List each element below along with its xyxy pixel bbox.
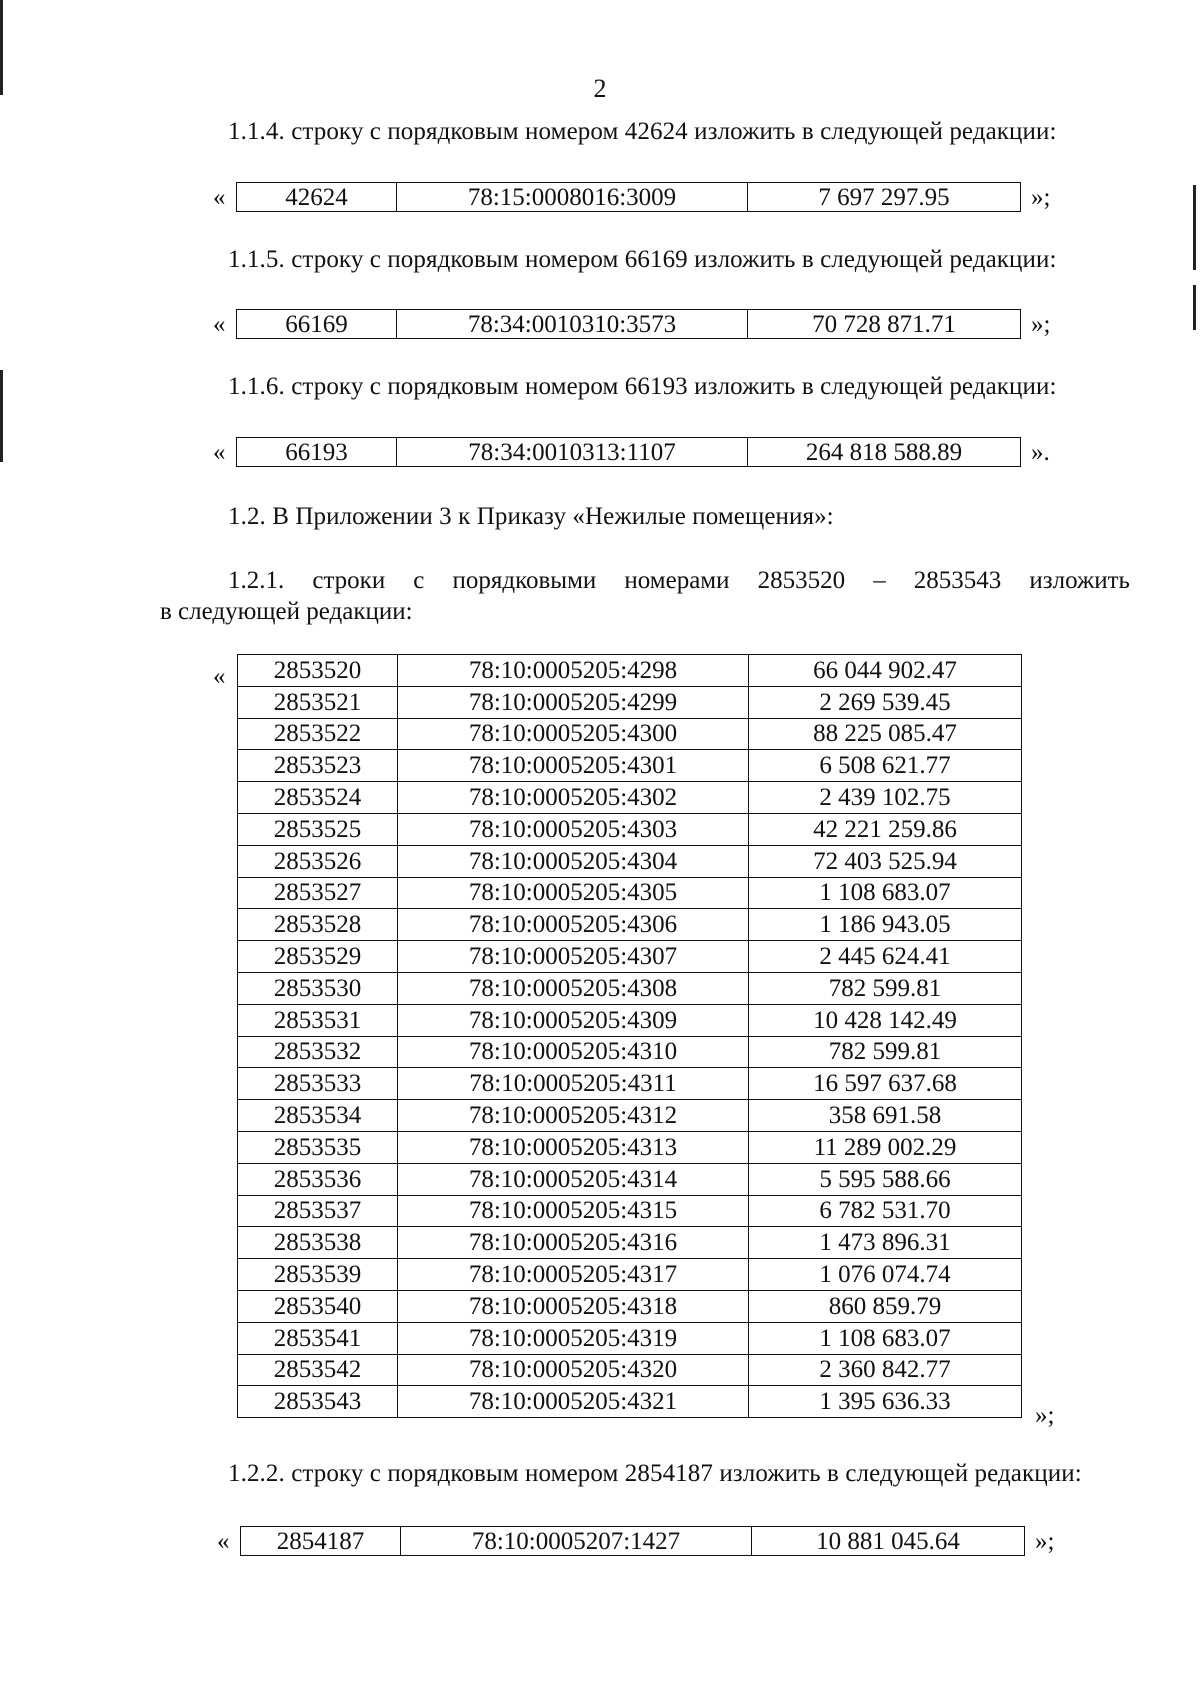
cadastral-number-cell: 78:10:0005205:4320 [398,1354,749,1386]
table-row [238,1290,1022,1322]
cadastral-number-cell: 78:34:0010310:3573 [397,310,748,339]
row-number-cell: 2853537 [238,1195,398,1227]
cadastral-number-cell: 78:10:0005205:4309 [398,1004,749,1036]
cadastral-number-cell: 78:10:0005205:4305 [398,877,749,909]
table-row [238,686,1022,718]
cadastral-number-cell: 78:10:0005205:4313 [398,1131,749,1163]
word: с [413,567,425,594]
close-quote: »; [1035,1402,1055,1429]
open-quote: « [213,184,226,211]
cadastral-number-cell: 78:10:0005205:4300 [398,718,749,750]
row-number-cell: 2853522 [238,718,398,750]
table-row [238,1386,1022,1418]
table-row [238,1131,1022,1163]
row-number-cell: 66193 [237,438,397,467]
row-number-cell: 2853521 [238,686,398,718]
row-table-2854187 [240,1526,1025,1556]
row-number-cell: 2853539 [238,1259,398,1291]
close-quote: »; [1031,184,1051,211]
paragraph-1-1-4: 1.1.4. строку с порядковым номером 42624 изложить в следующей редакции: [228,118,1057,145]
open-quote: « [213,439,226,466]
cadastral-number-cell: 78:10:0005205:4314 [398,1163,749,1195]
cadastral-values-table [237,654,1022,1418]
table-row [238,1068,1022,1100]
table-row [238,1004,1022,1036]
cadastral-value-cell: 6 782 531.70 [749,1195,1022,1227]
row-number-cell: 2853536 [238,1163,398,1195]
word: 2853543 [913,567,1002,594]
cadastral-number-cell: 78:10:0005205:4306 [398,909,749,941]
row-table-66169 [236,309,1021,339]
cadastral-value-cell: 16 597 637.68 [749,1068,1022,1100]
cadastral-number-cell: 78:10:0005205:4319 [398,1322,749,1354]
scan-edge-mark [1193,285,1196,330]
table-row [238,845,1022,877]
row-number-cell: 2853529 [238,941,398,973]
cadastral-value-cell: 10 881 045.64 [752,1527,1025,1556]
row-number-cell: 66169 [237,310,397,339]
table-row [237,310,1021,339]
table-row [238,1259,1022,1291]
word: 2853520 [757,567,846,594]
cadastral-value-cell: 72 403 525.94 [749,845,1022,877]
paragraph-1-2-2: 1.2.2. строку с порядковым номером 2854187 изложить в следующей редакции: [228,1460,1082,1487]
cadastral-value-cell: 782 599.81 [749,1036,1022,1068]
cadastral-number-cell: 78:10:0005207:1427 [401,1527,752,1556]
row-number-cell: 2853533 [238,1068,398,1100]
row-number-cell: 2853534 [238,1100,398,1132]
cadastral-number-cell: 78:10:0005205:4304 [398,845,749,877]
cadastral-number-cell: 78:10:0005205:4321 [398,1386,749,1418]
page-number: 2 [593,74,607,103]
cadastral-number-cell: 78:10:0005205:4308 [398,972,749,1004]
row-number-cell: 2853532 [238,1036,398,1068]
cadastral-value-cell: 782 599.81 [749,972,1022,1004]
row-number-cell: 2853543 [238,1386,398,1418]
cadastral-value-cell: 5 595 588.66 [749,1163,1022,1195]
cadastral-value-cell: 860 859.79 [749,1290,1022,1322]
table-row [238,1227,1022,1259]
table-row [238,813,1022,845]
cadastral-value-cell: 1 108 683.07 [749,1322,1022,1354]
row-number-cell: 2853527 [238,877,398,909]
table-row [241,1527,1025,1556]
table-row [238,1100,1022,1132]
table-row [238,1195,1022,1227]
cadastral-number-cell: 78:10:0005205:4316 [398,1227,749,1259]
table-row [238,877,1022,909]
table-row [238,718,1022,750]
row-number-cell: 2853526 [238,845,398,877]
word: порядковыми [452,567,597,594]
close-quote: ». [1031,439,1050,466]
cadastral-value-cell: 1 186 943.05 [749,909,1022,941]
cadastral-value-cell: 2 445 624.41 [749,941,1022,973]
table-row [237,438,1021,467]
cadastral-number-cell: 78:10:0005205:4307 [398,941,749,973]
cadastral-value-cell: 1 108 683.07 [749,877,1022,909]
cadastral-number-cell: 78:34:0010313:1107 [397,438,748,467]
cadastral-number-cell: 78:15:0008016:3009 [397,183,748,212]
cadastral-value-cell: 358 691.58 [749,1100,1022,1132]
cadastral-number-cell: 78:10:0005205:4298 [398,655,749,687]
row-number-cell: 2853542 [238,1354,398,1386]
table-row [238,1163,1022,1195]
row-number-cell: 2853520 [238,655,398,687]
row-number-cell: 2853525 [238,813,398,845]
row-number-cell: 42624 [237,183,397,212]
cadastral-number-cell: 78:10:0005205:4303 [398,813,749,845]
cadastral-number-cell: 78:10:0005205:4315 [398,1195,749,1227]
cadastral-number-cell: 78:10:0005205:4311 [398,1068,749,1100]
paragraph-line: в следующей редакции: [160,598,413,625]
justified-line [160,565,1130,596]
cadastral-number-cell: 78:10:0005205:4317 [398,1259,749,1291]
word: изложить [1029,567,1130,594]
table-row [238,909,1022,941]
cadastral-value-cell: 2 269 539.45 [749,686,1022,718]
cadastral-value-cell: 264 818 588.89 [748,438,1021,467]
table-row [238,1354,1022,1386]
close-quote: »; [1035,1528,1055,1555]
row-number-cell: 2853540 [238,1290,398,1322]
cadastral-value-cell: 66 044 902.47 [749,655,1022,687]
row-number-cell: 2853538 [238,1227,398,1259]
open-quote: « [213,311,226,338]
cadastral-number-cell: 78:10:0005205:4310 [398,1036,749,1068]
cadastral-number-cell: 78:10:0005205:4318 [398,1290,749,1322]
row-number-cell: 2853528 [238,909,398,941]
cadastral-value-cell: 1 473 896.31 [749,1227,1022,1259]
row-table-42624 [236,182,1021,212]
table-row [238,655,1022,687]
cadastral-value-cell: 1 076 074.74 [749,1259,1022,1291]
close-quote: »; [1031,311,1051,338]
paragraph-1-2: 1.2. В Приложении 3 к Приказу «Нежилые помещения»: [228,503,834,530]
table-row [238,972,1022,1004]
row-number-cell: 2853531 [238,1004,398,1036]
scan-edge-mark [0,370,3,462]
cadastral-value-cell: 11 289 002.29 [749,1131,1022,1163]
open-quote: « [217,1528,230,1555]
paragraph-1-1-5: 1.1.5. строку с порядковым номером 66169 изложить в следующей редакции: [228,246,1057,273]
cadastral-value-cell: 2 439 102.75 [749,782,1022,814]
word: строки [312,567,386,594]
table-row [238,1322,1022,1354]
word: номерами [624,567,730,594]
cadastral-number-cell: 78:10:0005205:4301 [398,750,749,782]
row-number-cell: 2853541 [238,1322,398,1354]
row-number-cell: 2853524 [238,782,398,814]
cadastral-value-cell: 7 697 297.95 [748,183,1021,212]
row-number-cell: 2853530 [238,972,398,1004]
row-number-cell: 2853535 [238,1131,398,1163]
cadastral-value-cell: 2 360 842.77 [749,1354,1022,1386]
paragraph-1-1-6: 1.1.6. строку с порядковым номером 66193 изложить в следующей редакции: [228,373,1057,400]
table-row [238,941,1022,973]
cadastral-number-cell: 78:10:0005205:4299 [398,686,749,718]
word: – [873,567,886,594]
cadastral-number-cell: 78:10:0005205:4302 [398,782,749,814]
cadastral-value-cell: 88 225 085.47 [749,718,1022,750]
table-row [237,183,1021,212]
row-number-cell: 2854187 [241,1527,401,1556]
cadastral-value-cell: 70 728 871.71 [748,310,1021,339]
open-quote: « [213,663,226,690]
word: 1.2.1. [228,567,285,594]
paragraph-1-2-1 [160,565,1130,627]
cadastral-value-cell: 42 221 259.86 [749,813,1022,845]
table-row [238,1036,1022,1068]
cadastral-value-cell: 10 428 142.49 [749,1004,1022,1036]
scan-edge-mark [1193,185,1196,270]
table-row [238,782,1022,814]
cadastral-value-cell: 1 395 636.33 [749,1386,1022,1418]
row-table-66193 [236,437,1021,467]
row-number-cell: 2853523 [238,750,398,782]
table-row [238,750,1022,782]
cadastral-number-cell: 78:10:0005205:4312 [398,1100,749,1132]
cadastral-value-cell: 6 508 621.77 [749,750,1022,782]
